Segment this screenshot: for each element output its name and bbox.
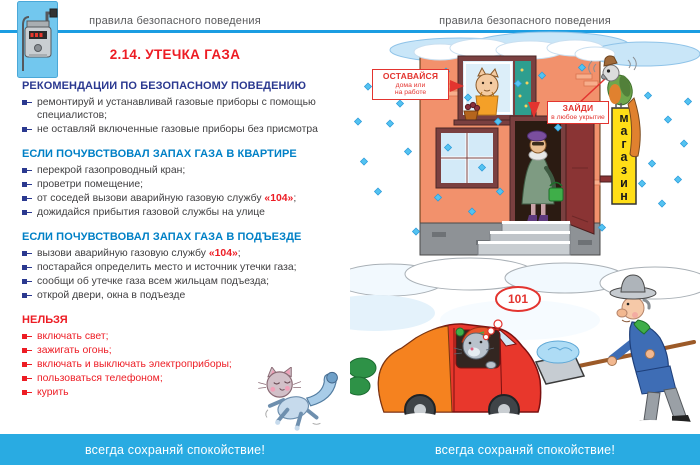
rule-item — [22, 330, 344, 343]
running-header-right: правила безопасного поведения — [439, 15, 611, 27]
item-text: дожидайся прибытия газовой службы на улице — [37, 207, 265, 218]
item-text: включать и выключать электроприборы; — [37, 359, 232, 370]
thought-bubble-text: 101 — [507, 292, 529, 306]
rule-item — [22, 247, 344, 260]
rule-item — [22, 289, 344, 302]
callout-title: ЗАЙДИ — [562, 103, 594, 113]
left-page-content — [22, 80, 344, 400]
pompom — [456, 328, 464, 336]
rule-item — [22, 96, 344, 122]
bullet-icon — [22, 334, 35, 339]
item-text: ремонтируй и устанавливай газовые приборы с помощью специалистов; — [37, 97, 316, 121]
upper-window — [454, 56, 540, 125]
bullet-icon — [22, 251, 35, 256]
bullet-icon — [22, 265, 35, 270]
item-text: перекрой газопроводный кран; — [37, 165, 186, 176]
bullet-icon — [22, 100, 35, 105]
bullet-icon — [22, 182, 35, 187]
item-text: сообщи об утечке газа всем жильцам подъезда; — [37, 276, 270, 287]
bullet-icon — [22, 168, 35, 173]
item-text: курить — [37, 387, 69, 398]
doorway — [510, 108, 594, 234]
item-text: от соседей вызови аварийную газовую службу «104»; — [37, 193, 297, 204]
open-door — [566, 108, 594, 234]
item-text: зажигать огонь; — [37, 345, 112, 356]
callout-title: ОСТАВАЙСЯ — [382, 71, 439, 81]
right-page — [350, 0, 700, 465]
section-heading: ЕСЛИ ПОЧУВСТВОВАЛ ЗАПАХ ГАЗА В КВАРТИРЕ — [22, 148, 297, 160]
rule-item — [22, 261, 344, 274]
rule-item — [22, 123, 344, 136]
gas-meter-icon — [17, 1, 58, 79]
callout-stay-box: ОСТАВАЙСЯ дома или на работе — [372, 69, 449, 100]
item-text: включать свет; — [37, 331, 109, 342]
nose — [617, 309, 627, 317]
bullet-icon — [22, 196, 35, 201]
item-text: постарайся определить место и источник утечки газа; — [37, 262, 297, 273]
rule-item — [22, 344, 344, 357]
item-text: проветри помещение; — [37, 179, 143, 190]
emergency-number: «104» — [208, 248, 238, 259]
bullet-icon — [22, 210, 35, 215]
bullet-icon — [22, 279, 35, 284]
section-heading: РЕКОМЕНДАЦИИ ПО БЕЗОПАСНОМУ ПОВЕДЕНИЮ — [22, 80, 307, 92]
lower-window — [436, 128, 498, 188]
item-text: пользоваться телефоном; — [37, 373, 163, 384]
bullet-icon — [22, 127, 35, 132]
glasses — [532, 142, 544, 146]
section-heading: ЕСЛИ ПОЧУВСТВОВАЛ ЗАПАХ ГАЗА В ПОДЪЕЗДЕ — [22, 231, 302, 243]
bullet-icon — [22, 293, 35, 298]
rule-item — [22, 206, 344, 219]
emergency-number: «104» — [264, 193, 294, 204]
handbag — [549, 188, 563, 201]
bullet-icon — [22, 362, 35, 367]
rule-item — [22, 275, 344, 288]
footer-text-left: всегда сохраняй спокойствие! — [84, 442, 266, 457]
bullet-icon — [22, 390, 35, 395]
callout-shelter-box: ЗАЙДИ в любое укрытие — [547, 101, 609, 124]
item-text: не оставляй включенные газовые приборы без присмотра — [37, 124, 318, 135]
bullet-icon — [22, 376, 35, 381]
running-header-left: правила безопасного поведения — [89, 15, 261, 27]
footer-bar — [0, 434, 700, 465]
bullet-icon — [22, 348, 35, 353]
footer-text-right: всегда сохраняй спокойствие! — [434, 442, 616, 457]
shovel-snow — [537, 341, 579, 363]
section-heading: НЕЛЬЗЯ — [22, 314, 68, 326]
hat — [528, 131, 547, 141]
shop-sign-text: магазин — [619, 111, 629, 203]
item-text: открой двери, окна в подъезде — [37, 290, 186, 301]
rule-item — [22, 164, 344, 177]
running-cat — [253, 367, 348, 435]
page-title: 2.14. УТЕЧКА ГАЗА — [109, 47, 241, 62]
item-text: вызови аварийную газовую службу «104»; — [37, 248, 241, 259]
rule-item — [22, 178, 344, 191]
rule-item — [22, 192, 344, 205]
